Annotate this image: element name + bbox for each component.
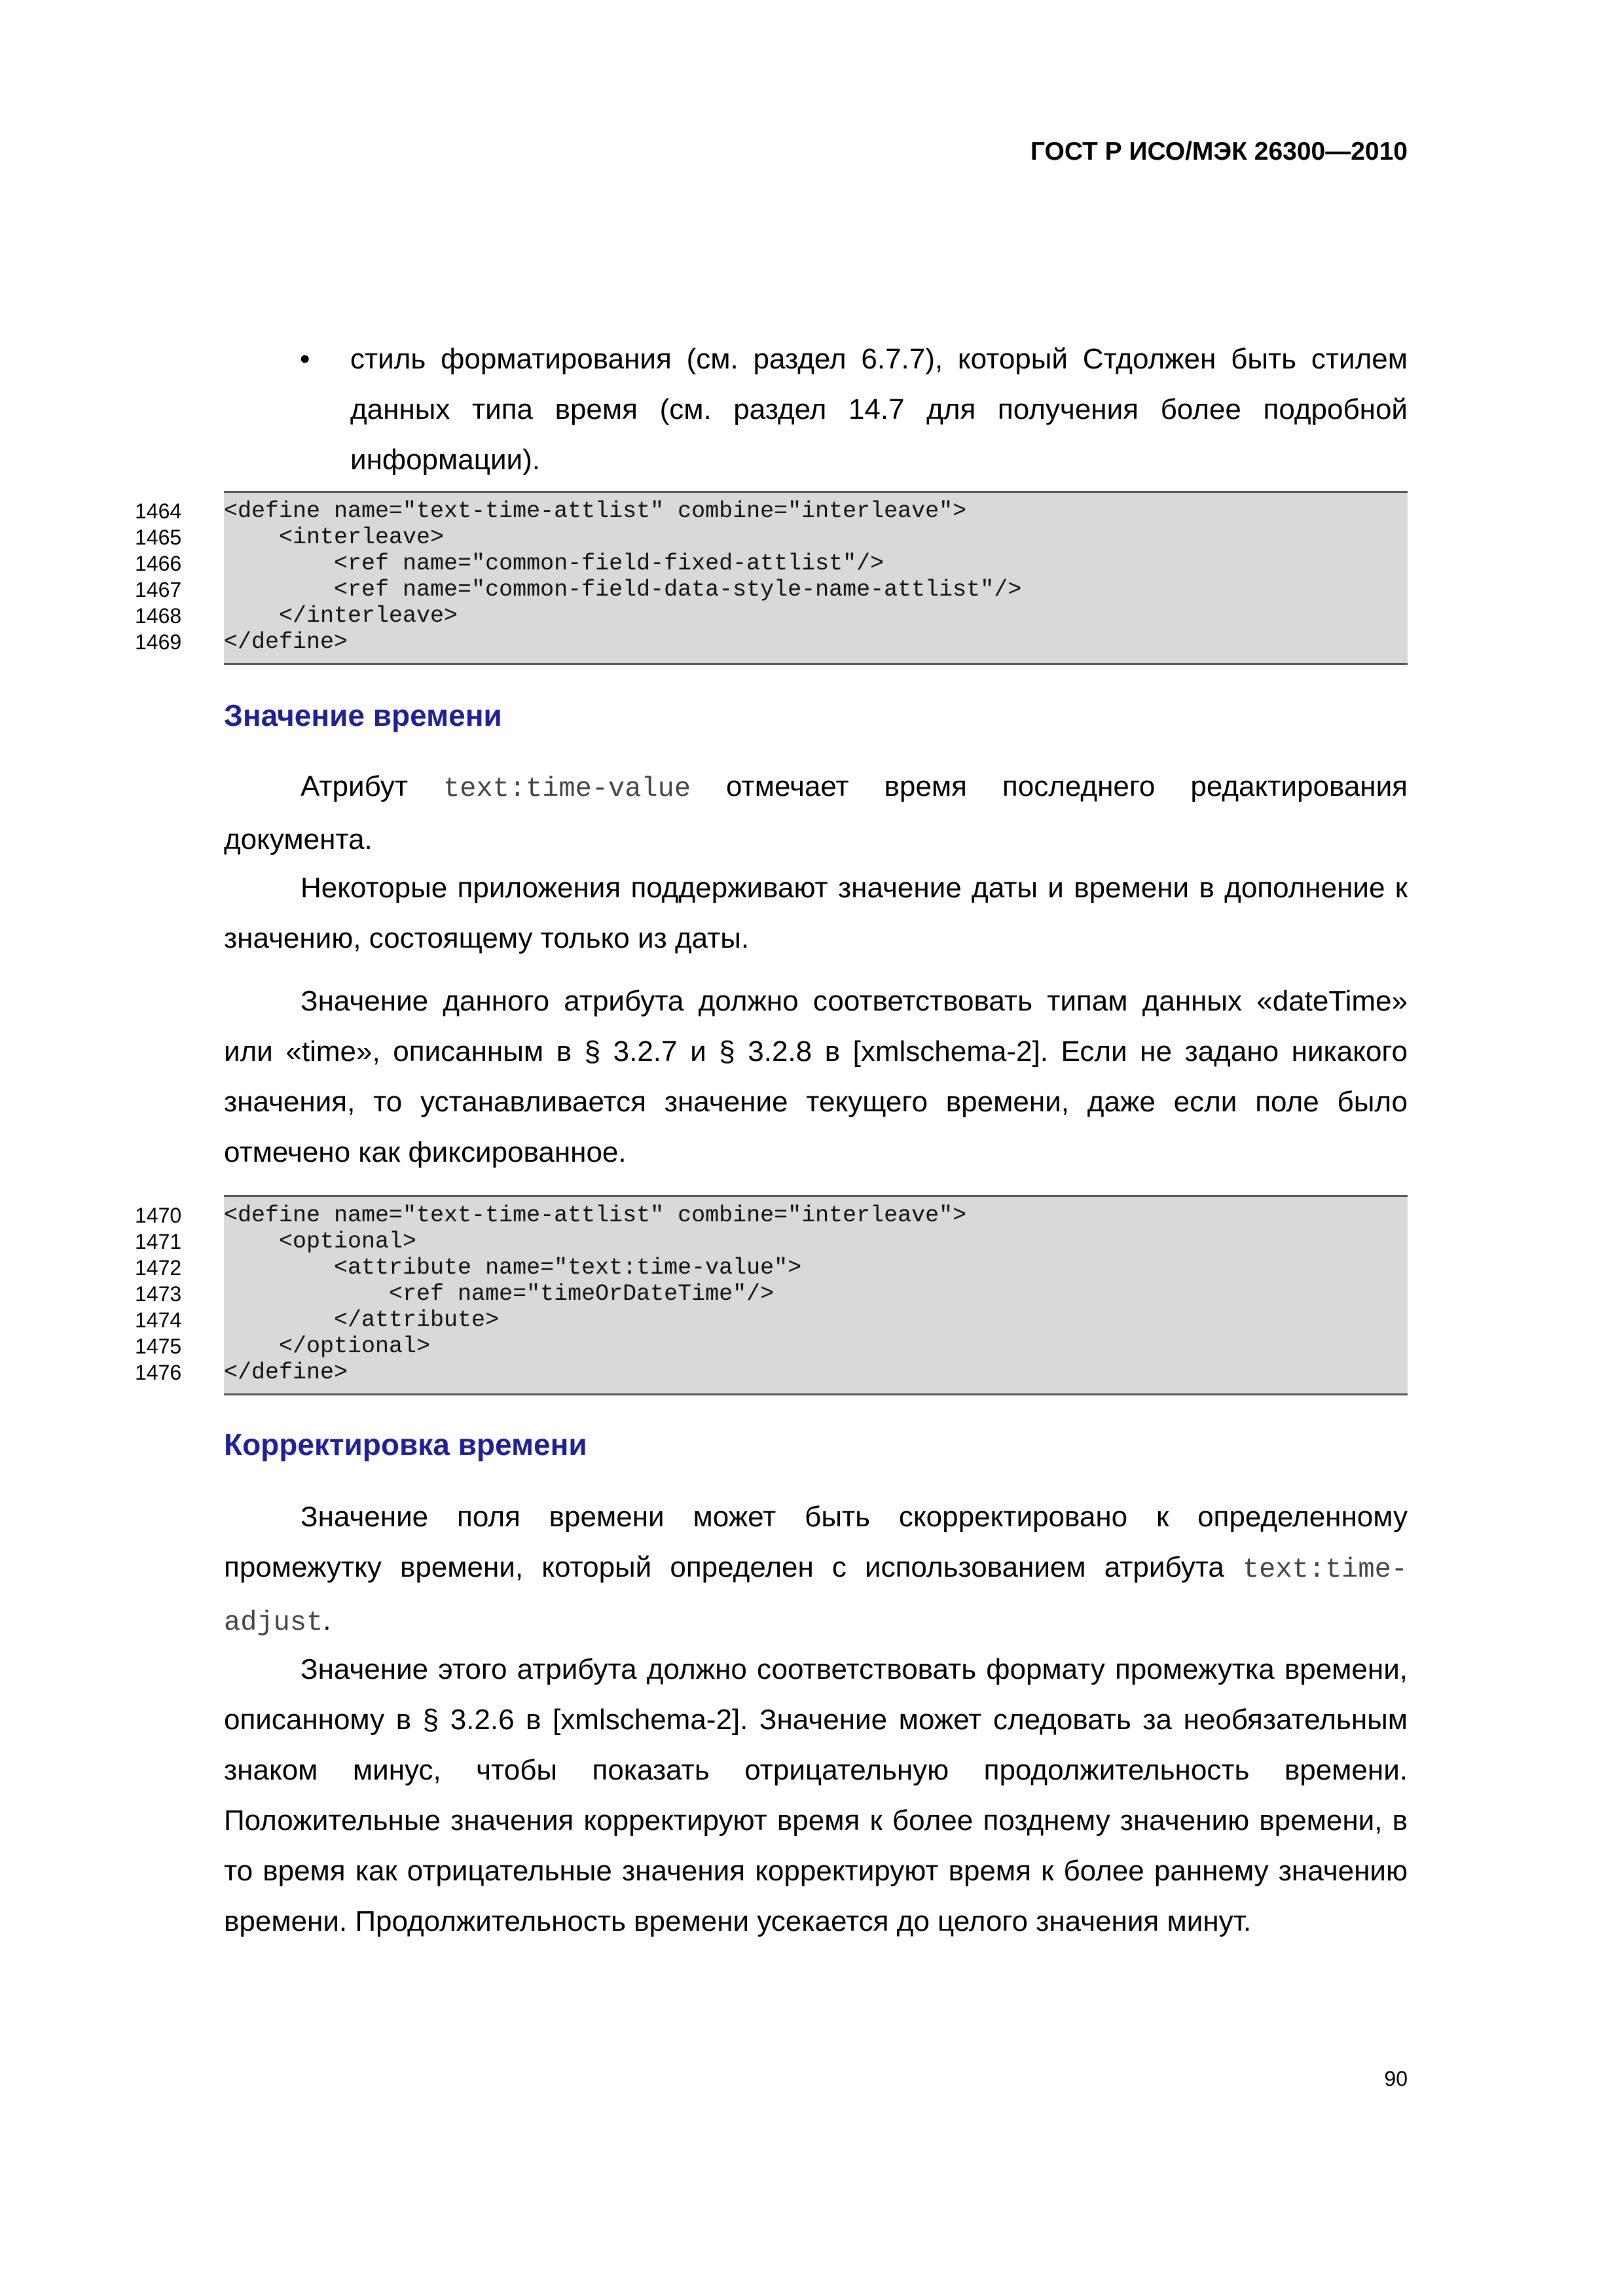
code-text: </define>	[224, 1359, 348, 1386]
paragraph	[224, 1492, 1408, 1648]
code-block-2	[135, 1195, 1408, 1395]
inline-code: text:time-value	[443, 773, 691, 804]
code-text: <ref name="common-field-data-style-name-attlist"/>	[224, 577, 1022, 603]
code-line	[135, 1281, 1408, 1307]
bullet-marker: •	[300, 343, 310, 375]
code-block-1	[135, 491, 1408, 665]
document-header: ГОСТ Р ИСО/МЭК 26300—2010	[1030, 137, 1408, 166]
line-number: 1472	[135, 1256, 182, 1280]
section-heading-time-value: Значение времени	[224, 698, 502, 732]
paragraph	[224, 761, 1408, 865]
code-text: <ref name="timeOrDateTime"/>	[224, 1281, 775, 1307]
code-line	[135, 550, 1408, 577]
line-number: 1466	[135, 552, 182, 575]
page-number: 90	[1384, 2067, 1408, 2090]
line-number: 1476	[135, 1361, 182, 1384]
code-line	[135, 1255, 1408, 1281]
paragraph: Значение этого атрибута должно соответствовать формату промежутка времени, описанному в § 3.2.6 в [xmlschema-2]. Значение может следовать за необязательным знаком минус, чтобы показать отрицательную продолжительность времени. Положительные значения корректируют время к более позднему значению времени, в то время как отрицательные значения корректируют время к более раннему значению времени. Продолжительность времени усекается до целого значения минут.	[224, 1653, 1408, 1937]
paragraph-text: .	[323, 1604, 331, 1636]
code-text: </attribute>	[224, 1307, 500, 1333]
code-line	[135, 1202, 1408, 1229]
line-number: 1474	[135, 1308, 182, 1332]
code-text: <define name="text-time-attlist" combine="interleave">	[224, 498, 967, 524]
code-line	[135, 629, 1408, 655]
code-text: </optional>	[224, 1333, 431, 1359]
line-number: 1465	[135, 526, 182, 549]
line-number: 1471	[135, 1230, 182, 1253]
code-text: <attribute name="text:time-value">	[224, 1255, 802, 1281]
code-text: <define name="text-time-attlist" combine="interleave">	[224, 1202, 967, 1229]
code-line	[135, 524, 1408, 550]
code-line	[135, 1333, 1408, 1359]
inline-code: text:time-adjust	[224, 1554, 1408, 1638]
paragraph-text: отмечает время последнего редактирования документа.	[224, 770, 1408, 855]
code-text: <optional>	[224, 1229, 417, 1255]
paragraph-text: Значение поля времени может быть скорректировано к определенному промежутку времени, который определен с использованием атрибута	[224, 1501, 1408, 1583]
line-number: 1468	[135, 604, 182, 628]
bullet-text: стиль форматирования (см. раздел 6.7.7), который Стдолжен быть стилем данных типа время (см. раздел 14.7 для получения более подробной информации).	[350, 343, 1408, 476]
line-number: 1470	[135, 1204, 182, 1227]
line-number: 1473	[135, 1282, 182, 1306]
code-text: </define>	[224, 629, 348, 655]
line-number: 1464	[135, 499, 182, 523]
code-line	[135, 603, 1408, 629]
line-number: 1467	[135, 578, 182, 601]
bullet-item	[300, 334, 1408, 485]
code-text: <ref name="common-field-fixed-attlist"/>	[224, 550, 884, 577]
line-number: 1475	[135, 1335, 182, 1358]
code-line	[135, 498, 1408, 524]
line-number: 1469	[135, 630, 182, 654]
section-heading-time-adjust: Корректировка времени	[224, 1427, 587, 1462]
code-line	[135, 1229, 1408, 1255]
code-line	[135, 577, 1408, 603]
code-text: </interleave>	[224, 603, 458, 629]
code-text: <interleave>	[224, 524, 445, 550]
paragraph: Значение данного атрибута должно соответствовать типам данных «dateTime» или «time», описанным в § 3.2.7 и § 3.2.8 в [xmlschema-2]. Если не задано никакого значения, то устанавливается значение текущего времени, даже если поле было отмечено как фиксированное.	[224, 985, 1408, 1168]
paragraph-text: Атрибут	[301, 770, 443, 802]
code-line	[135, 1359, 1408, 1386]
code-line	[135, 1307, 1408, 1333]
paragraph: Некоторые приложения поддерживают значение даты и времени в дополнение к значению, состоящему только из даты.	[224, 872, 1408, 954]
